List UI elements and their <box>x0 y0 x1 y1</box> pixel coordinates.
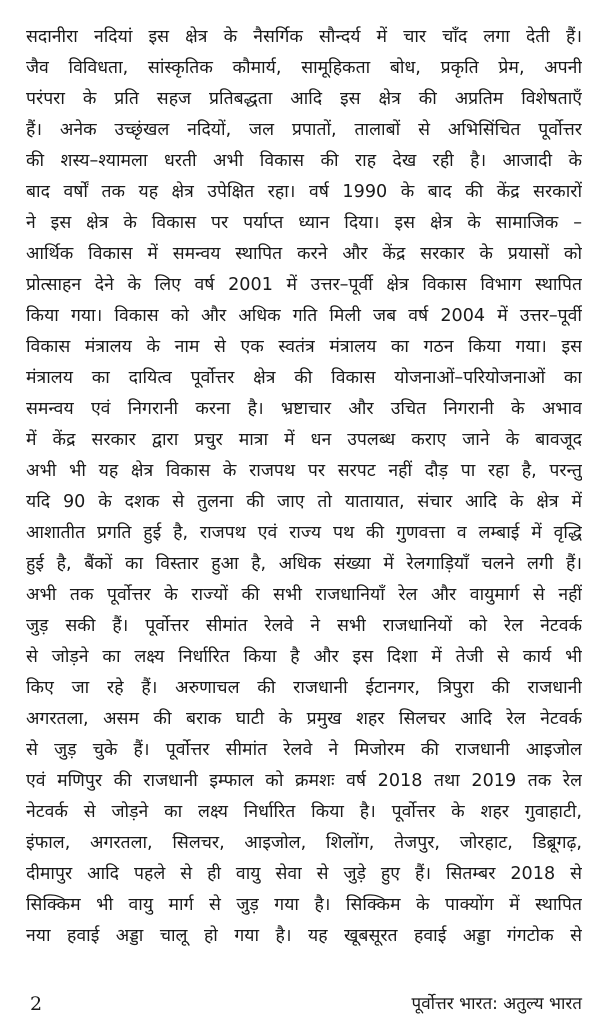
text-line: आर्थिक विकास में समन्वय स्थापित करने और केंद्र सरकार के प्रयासों को <box>26 244 582 264</box>
running-title: पूर्वोत्तर भारत: अतुल्य भारत <box>411 994 582 1014</box>
text-line: हुई है, बैंकों का विस्तार हुआ है, अधिक संख्या में रेलगाड़ियाँ चलने लगी हैं। <box>26 554 582 574</box>
text-line: अभी तक पूर्वोत्तर के राज्यों की सभी राजधानियाँ रेल और वायुमार्ग से नहीं <box>26 585 582 605</box>
text-line: दीमापुर आदि पहले से ही वायु सेवा से जुड़े हुए हैं। सितम्बर 2018 से <box>26 864 582 884</box>
text-line: से जोड़ने का लक्ष्य निर्धारित किया है और इस दिशा में तेजी से कार्य भी <box>26 647 582 667</box>
text-line: यदि 90 के दशक से तुलना की जाए तो यातायात, संचार आदि के क्षेत्र में <box>26 492 582 512</box>
text-line: से जुड़ चुके हैं। पूर्वोत्तर सीमांत रेलवे ने मिजोरम की राजधानी आइजोल <box>26 740 582 760</box>
text-line: बाद वर्षों तक यह क्षेत्र उपेक्षित रहा। वर्ष 1990 के बाद की केंद्र सरकारों <box>26 182 582 202</box>
text-line: इंफाल, अगरतला, सिलचर, आइजोल, शिलोंग, तेजपुर, जोरहाट, डिब्रूगढ़, <box>26 833 582 853</box>
text-line: जुड़ सकी हैं। पूर्वोत्तर सीमांत रेलवे ने सभी राजधानियों को रेल नेटवर्क <box>26 616 582 636</box>
text-line: में केंद्र सरकार द्वारा प्रचुर मात्रा में धन उपलब्ध कराए जाने के बावजूद <box>26 430 582 450</box>
text-line: किए जा रहे हैं। अरुणाचल की राजधानी ईटानगर, त्रिपुरा की राजधानी <box>26 678 582 698</box>
page-footer <box>26 990 582 1018</box>
text-line: सदानीरा नदियां इस क्षेत्र के नैसर्गिक सौन्दर्य में चार चाँद लगा देती हैं। <box>26 27 582 47</box>
text-line: आशातीत प्रगति हुई है, राजपथ एवं राज्य पथ की गुणवत्ता व लम्बाई में वृद्धि <box>26 523 582 543</box>
text-line: परंपरा के प्रति सहज प्रतिबद्धता आदि इस क्षेत्र की अप्रतिम विशेषताएँ <box>26 89 582 109</box>
text-line: हैं। अनेक उच्छृंखल नदियों, जल प्रपातों, तालाबों से अभिसिंचित पूर्वोत्तर <box>26 120 582 140</box>
text-line: नया हवाई अड्डा चालू हो गया है। यह खूबसूरत हवाई अड्डा गंगटोक से <box>26 926 582 946</box>
text-line: किया गया। विकास को और अधिक गति मिली जब वर्ष 2004 में उत्तर–पूर्वी <box>26 306 582 326</box>
text-line: एवं मणिपुर की राजधानी इम्फाल को क्रमशः वर्ष 2018 तथा 2019 तक रेल <box>26 771 582 791</box>
text-line: अभी भी यह क्षेत्र विकास के राजपथ पर सरपट नहीं दौड़ पा रहा है, परन्तु <box>26 461 582 481</box>
page-number: 2 <box>30 993 43 1015</box>
text-line: सिक्किम भी वायु मार्ग से जुड़ गया है। सिक्किम के पाक्योंग में स्थापित <box>26 895 582 915</box>
text-line: विकास मंत्रालय के नाम से एक स्वतंत्र मंत्रालय का गठन किया गया। इस <box>26 337 582 357</box>
text-line: समन्वय एवं निगरानी करना है। भ्रष्टाचार और उचित निगरानी के अभाव <box>26 399 582 419</box>
text-line: जैव विविधता, सांस्कृतिक कौमार्य, सामूहिकता बोध, प्रकृति प्रेम, अपनी <box>26 58 582 78</box>
text-line: की शस्य–श्यामला धरती अभी विकास की राह देख रही है। आजादी के <box>26 151 582 171</box>
text-line: प्रोत्साहन देने के लिए वर्ष 2001 में उत्तर–पूर्वी क्षेत्र विकास विभाग स्थापित <box>26 275 582 295</box>
body-paragraph <box>26 22 582 952</box>
text-line: मंत्रालय का दायित्व पूर्वोत्तर क्षेत्र की विकास योजनाओं–परियोजनाओं का <box>26 368 582 388</box>
text-line: नेटवर्क से जोड़ने का लक्ष्य निर्धारित किया है। पूर्वोत्तर के शहर गुवाहाटी, <box>26 802 582 822</box>
text-line: ने इस क्षेत्र के विकास पर पर्याप्त ध्यान दिया। इस क्षेत्र के सामाजिक – <box>26 213 582 233</box>
text-line: अगरतला, असम की बराक घाटी के प्रमुख शहर सिलचर आदि रेल नेटवर्क <box>26 709 582 729</box>
